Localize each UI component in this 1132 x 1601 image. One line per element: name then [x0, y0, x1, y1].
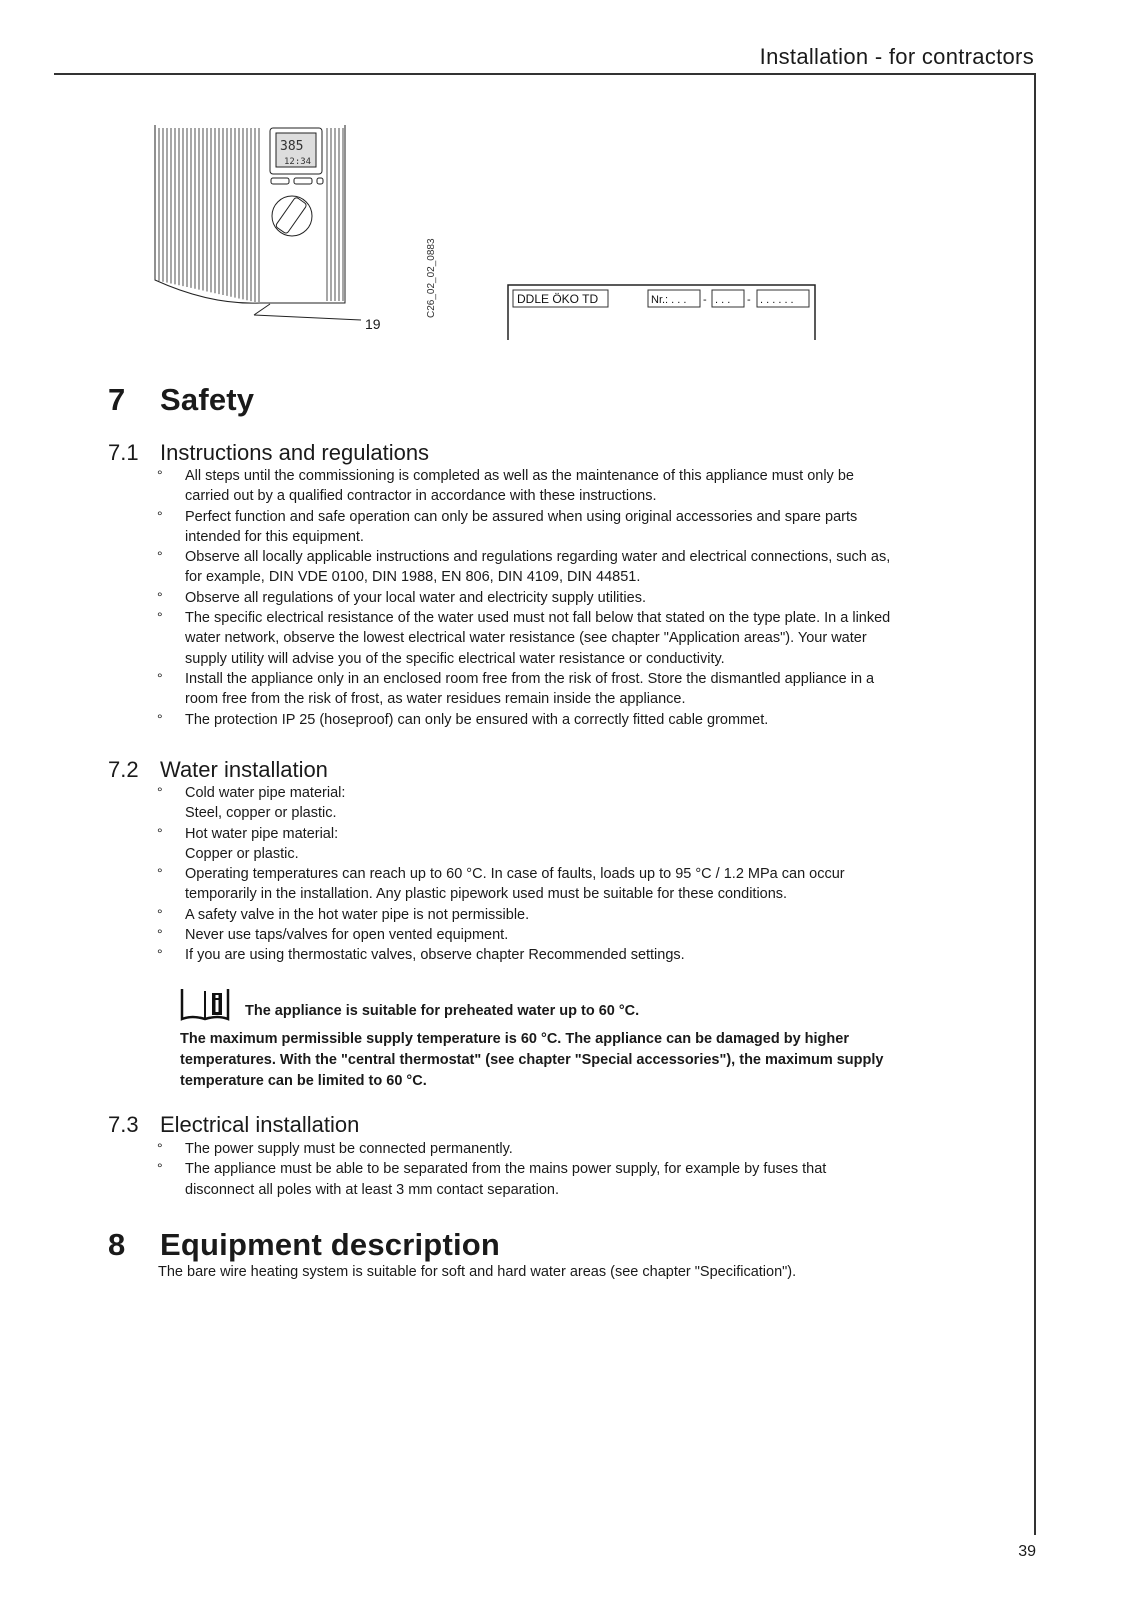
plate-model: DDLE ÖKO TD	[517, 292, 599, 306]
list-item-line: ° Observe all regulations of your local water and electricity supply utilities.	[185, 589, 646, 606]
header-rule	[54, 73, 1036, 75]
list-item	[157, 945, 1012, 965]
list-item-line: Copper or plastic.	[185, 845, 299, 862]
info-icon	[180, 985, 230, 1023]
list-item-line: ° Never use taps/valves for open vented equipment.	[185, 927, 509, 944]
subsection-7-2-heading: 7.2 Water installation	[108, 757, 328, 782]
list-item-line: intended for this equipment.	[185, 528, 364, 545]
subsection-7-1-heading: 7.1 Instructions and regulations	[108, 440, 430, 465]
display-digits: 385	[280, 139, 304, 154]
instructions-list	[157, 466, 1012, 730]
plate-nr-mid: . . .	[715, 294, 731, 306]
note-line: temperatures. With the "central thermostat" (see chapter "Special accessories"), the maximum supply	[180, 1052, 884, 1068]
list-item-line: ° Install the appliance only in an enclosed room free from the risk of frost. Store the dismantled appliance in a	[185, 670, 875, 687]
list-item-line: supply utility will advise you of the specific electrical water resistance or conductivity.	[185, 650, 725, 667]
plate-nr: Nr.: . . .	[651, 294, 687, 306]
list-item	[157, 783, 1012, 824]
page-number: 39	[1018, 1543, 1036, 1560]
list-item-line: ° The appliance must be able to be separated from the mains power supply, for example by fuses that	[185, 1161, 827, 1178]
svg-text:-: -	[703, 294, 707, 306]
list-item-line: ° A safety valve in the hot water pipe is not permissible.	[185, 906, 530, 923]
section-title: Safety	[160, 382, 255, 417]
list-item	[157, 466, 1012, 507]
list-item-line: ° The specific electrical resistance of the water used must not fall below that stated on the type plate. In a linked	[185, 610, 891, 627]
list-item	[157, 905, 1012, 925]
list-item-line: ° The protection IP 25 (hoseproof) can only be ensured with a correctly fitted cable grommet.	[185, 711, 769, 728]
section-number: 7	[108, 382, 126, 417]
note-body	[180, 1029, 1000, 1092]
list-item-line: ° All steps until the commissioning is completed as well as the maintenance of this appliance must only be	[185, 468, 854, 484]
note-headline: The appliance is suitable for preheated water up to 60 °C.	[245, 1003, 640, 1019]
display-time: 12:34	[284, 157, 312, 167]
list-item-line: for example, DIN VDE 0100, DIN 1988, EN 806, DIN 4109, DIN 44851.	[185, 569, 641, 586]
list-item	[157, 588, 1012, 608]
list-item	[157, 608, 1012, 669]
list-item	[157, 1139, 1012, 1159]
list-item-line: ° The power supply must be connected permanently.	[185, 1141, 513, 1157]
plate-nr-end: . . . . . .	[760, 294, 794, 306]
appliance-illustration	[150, 120, 365, 335]
list-item	[157, 824, 1012, 865]
list-item-line: water network, observe the lowest electrical water resistance (see chapter "Application areas"). Your water	[185, 630, 867, 647]
list-item-line: ° Observe all locally applicable instructions and regulations regarding water and electrical connections, such as,	[185, 549, 891, 566]
list-item	[157, 710, 1012, 730]
list-item	[157, 1159, 1012, 1200]
list-item	[157, 864, 1012, 905]
list-item	[157, 507, 1012, 548]
list-item-line: ° If you are using thermostatic valves, observe chapter Recommended settings.	[185, 947, 685, 964]
water-installation-list	[157, 783, 1012, 966]
list-item	[157, 669, 1012, 710]
note-line: The maximum permissible supply temperature is 60 °C. The appliance can be damaged by higher	[180, 1031, 849, 1047]
margin-rule	[1034, 73, 1036, 1535]
figure-code: C26_02_02_0883	[426, 238, 437, 318]
list-item-line: Steel, copper or plastic.	[185, 805, 337, 822]
list-item-line: ° Operating temperatures can reach up to 60 °C. In case of faults, loads up to 95 °C / 1.2 MPa can occur	[185, 866, 845, 883]
list-item	[157, 925, 1012, 945]
note-line: temperature can be limited to 60 °C.	[180, 1073, 427, 1089]
running-header: Installation - for contractors	[759, 44, 1034, 69]
subsection-7-3-heading: 7.3 Electrical installation	[108, 1112, 360, 1137]
list-item-line: disconnect all poles with at least 3 mm contact separation.	[185, 1181, 559, 1198]
svg-text:-: -	[747, 294, 751, 306]
list-item-line: ° Cold water pipe material:	[185, 785, 346, 801]
type-plate	[505, 282, 820, 342]
list-item-line: ° Hot water pipe material:	[185, 825, 339, 842]
figure-callout: 19	[365, 316, 381, 332]
list-item-line: ° Perfect function and safe operation can only be assured when using original accessories and spare parts	[185, 508, 858, 525]
section-8-heading: 8 Equipment description	[108, 1227, 501, 1262]
list-item-line: carried out by a qualified contractor in accordance with these instructions.	[185, 488, 657, 505]
electrical-installation-list	[157, 1139, 1012, 1200]
equipment-description-text: The bare wire heating system is suitable for soft and hard water areas (see chapter "Specification").	[158, 1264, 797, 1280]
section-7-heading	[108, 382, 254, 418]
list-item	[157, 547, 1012, 588]
list-item-line: temporarily in the installation. Any plastic pipework used must be suitable for these conditions.	[185, 886, 788, 903]
list-item-line: room free from the risk of frost, as water residues remain inside the appliance.	[185, 691, 686, 708]
